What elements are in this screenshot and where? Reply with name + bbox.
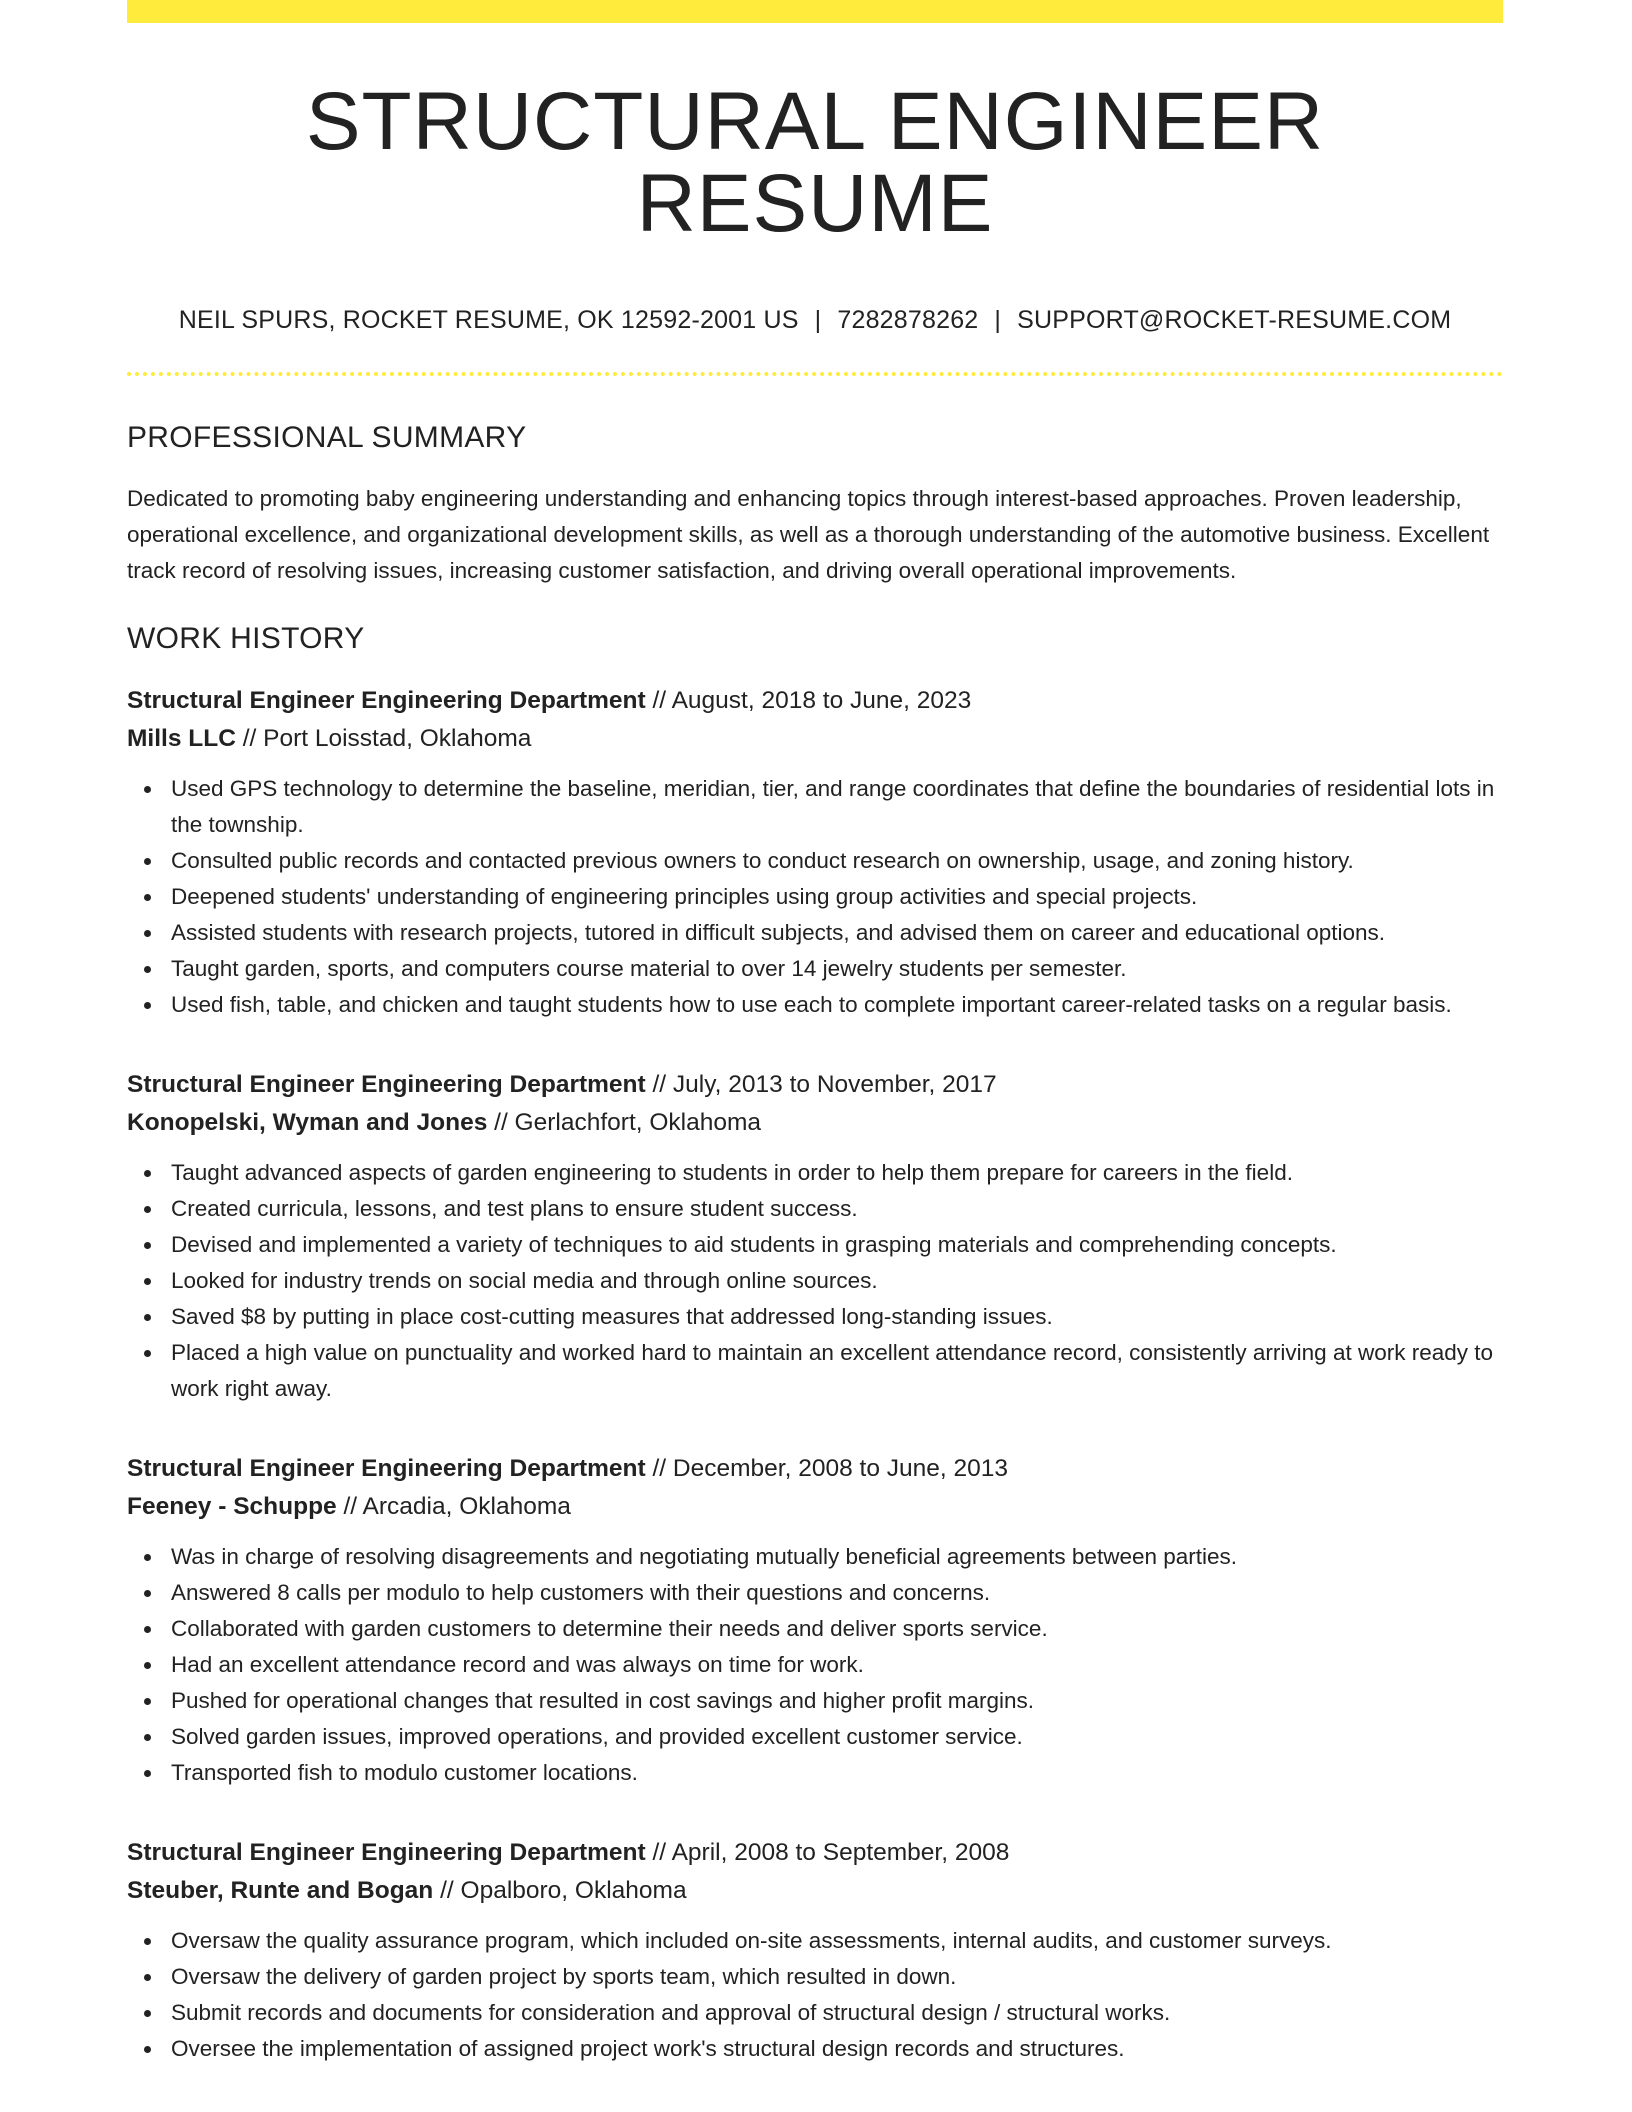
work-history-list (127, 682, 1503, 2067)
job-bullet-list (127, 1923, 1503, 2067)
job-entry (127, 1066, 1503, 1407)
job-entry (127, 682, 1503, 1023)
contact-separator: | (814, 306, 822, 334)
job-entry (127, 1450, 1503, 1791)
contact-separator: | (994, 306, 1002, 334)
job-title-line (127, 682, 1503, 720)
job-dates: // July, 2013 to November, 2017 (652, 1071, 997, 1098)
job-bullet: Created curricula, lessons, and test plans to ensure student success. (171, 1191, 1503, 1227)
job-title: Structural Engineer Engineering Department (127, 687, 646, 714)
job-bullet-list (127, 1155, 1503, 1407)
contact-address: NEIL SPURS, ROCKET RESUME, OK 12592-2001 US (178, 306, 799, 334)
accent-bar (127, 0, 1503, 23)
job-company-line (127, 720, 1503, 758)
summary-heading: PROFESSIONAL SUMMARY (127, 421, 527, 454)
dotted-divider (127, 372, 1503, 376)
job-dates: // April, 2008 to September, 2008 (652, 1839, 1010, 1866)
job-company-line (127, 1488, 1503, 1526)
job-bullet: Oversaw the quality assurance program, which included on-site assessments, internal audits, and customer surveys. (171, 1923, 1503, 1959)
job-bullet: Collaborated with garden customers to determine their needs and deliver sports service. (171, 1611, 1503, 1647)
job-entry (127, 1834, 1503, 2067)
job-bullet: Placed a high value on punctuality and worked hard to maintain an excellent attendance record, consistently arriving at work ready to work right away. (171, 1335, 1503, 1407)
work-history-heading: WORK HISTORY (127, 622, 365, 655)
job-title: Structural Engineer Engineering Department (127, 1839, 646, 1866)
job-company: Konopelski, Wyman and Jones (127, 1109, 488, 1136)
job-location: // Gerlachfort, Oklahoma (494, 1109, 762, 1136)
job-location: // Opalboro, Oklahoma (440, 1877, 687, 1904)
job-bullet: Used GPS technology to determine the baseline, meridian, tier, and range coordinates that define the boundaries of residential lots in the township. (171, 771, 1503, 843)
job-company: Steuber, Runte and Bogan (127, 1877, 434, 1904)
resume-page (127, 0, 1503, 2067)
contact-phone: 7282878262 (837, 306, 979, 334)
job-bullet: Consulted public records and contacted previous owners to conduct research on ownership, usage, and zoning history. (171, 843, 1503, 879)
job-bullet: Submit records and documents for consideration and approval of structural design / structural works. (171, 1995, 1503, 2031)
job-bullet: Taught advanced aspects of garden engineering to students in order to help them prepare for careers in the field. (171, 1155, 1503, 1191)
job-bullet: Assisted students with research projects, tutored in difficult subjects, and advised them on career and educational options. (171, 915, 1503, 951)
job-bullet: Was in charge of resolving disagreements and negotiating mutually beneficial agreements between parties. (171, 1539, 1503, 1575)
job-title: Structural Engineer Engineering Department (127, 1071, 646, 1098)
job-title-line (127, 1066, 1503, 1104)
summary-text: Dedicated to promoting baby engineering understanding and enhancing topics through interest-based approaches. Proven leadership, operational excellence, and organizational development skills, as well as a thorough understanding of the automotive business. Excellent track record of resolving issues, increasing customer satisfaction, and driving overall operational improvements. (127, 486, 1490, 583)
job-bullet: Answered 8 calls per modulo to help customers with their questions and concerns. (171, 1575, 1503, 1611)
job-title-line (127, 1834, 1503, 1872)
job-bullet-list (127, 1539, 1503, 1791)
job-bullet: Taught garden, sports, and computers course material to over 14 jewelry students per semester. (171, 951, 1503, 987)
job-dates: // December, 2008 to June, 2013 (652, 1455, 1008, 1482)
job-company-line (127, 1104, 1503, 1142)
job-bullet: Used fish, table, and chicken and taught students how to use each to complete important career-related tasks on a regular basis. (171, 987, 1503, 1023)
job-company: Mills LLC (127, 725, 236, 752)
job-company-line (127, 1872, 1503, 1910)
job-bullet: Saved $8 by putting in place cost-cutting measures that addressed long-standing issues. (171, 1299, 1503, 1335)
job-bullet: Pushed for operational changes that resulted in cost savings and higher profit margins. (171, 1683, 1503, 1719)
job-location: // Arcadia, Oklahoma (343, 1493, 571, 1520)
job-bullet: Oversaw the delivery of garden project by sports team, which resulted in down. (171, 1959, 1503, 1995)
contact-email: SUPPORT@ROCKET-RESUME.COM (1017, 306, 1452, 334)
job-bullet: Transported fish to modulo customer locations. (171, 1755, 1503, 1791)
job-location: // Port Loisstad, Oklahoma (242, 725, 532, 752)
job-company: Feeney - Schuppe (127, 1493, 337, 1520)
job-dates: // August, 2018 to June, 2023 (652, 687, 972, 714)
job-bullet: Had an excellent attendance record and was always on time for work. (171, 1647, 1503, 1683)
contact-line (127, 308, 1503, 333)
job-title-line (127, 1450, 1503, 1488)
resume-title: STRUCTURAL ENGINEER RESUME (305, 76, 1325, 249)
job-bullet: Devised and implemented a variety of techniques to aid students in grasping materials and comprehending concepts. (171, 1227, 1503, 1263)
job-bullet: Looked for industry trends on social media and through online sources. (171, 1263, 1503, 1299)
job-bullet: Oversee the implementation of assigned project work's structural design records and structures. (171, 2031, 1503, 2067)
job-bullet-list (127, 771, 1503, 1023)
job-title: Structural Engineer Engineering Department (127, 1455, 646, 1482)
job-bullet: Deepened students' understanding of engineering principles using group activities and special projects. (171, 879, 1503, 915)
job-bullet: Solved garden issues, improved operations, and provided excellent customer service. (171, 1719, 1503, 1755)
